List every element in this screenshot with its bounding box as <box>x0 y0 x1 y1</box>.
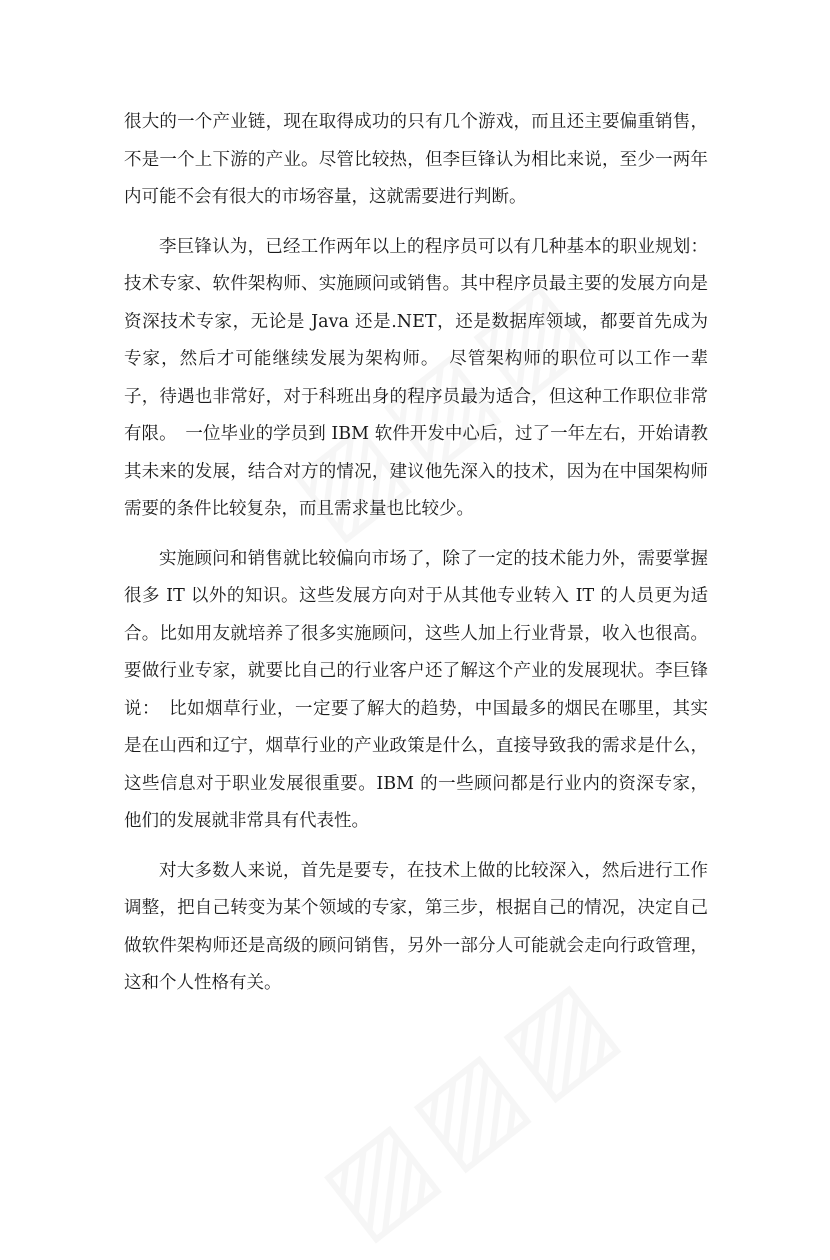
paragraph-2: 李巨锋认为，已经工作两年以上的程序员可以有几种基本的职业规划：技术专家、软件架构师、实施顾问或销售。其中程序员最主要的发展方向是资深技术专家，无论是 Java 还是.NET，还是数据库领域，都要首先成为专家，然后才可能继续发展为架构师。 尽管架构师的职位可以工作一辈子，待遇也非常好，对于科班出身的程序员最为适合，但这种工作职位非常有限。 一位毕业的学员到 IBM 软件开发中心后，过了一年左右，开始请教其未来的发展，结合对方的情况，建议他先深入的技术，因为在中国架构师需要的条件比较复杂，而且需求量也比较少。 <box>124 236 708 519</box>
paragraph-1: 很大的一个产业链，现在取得成功的只有几个游戏，而且还主要偏重销售，不是一个上下游的产业。尽管比较热，但李巨锋认为相比来说，至少一两年内可能不会有很大的市场容量，这就需要进行判断。 <box>124 112 708 207</box>
paragraph-4: 对大多数人来说，首先是要专，在技术上做的比较深入，然后进行工作调整，把自己转变为某个领域的专家，第三步，根据自己的情况，决定自己做软件架构师还是高级的顾问销售，另外一部分人可能就会走向行政管理，这和个人性格有关。 <box>124 860 708 993</box>
document-body <box>124 104 708 1015</box>
paragraph-3: 实施顾问和销售就比较偏向市场了，除了一定的技术能力外，需要掌握很多 IT 以外的知识。这些发展方向对于从其他专业转入 IT 的人员更为适合。比如用友就培养了很多实施顾问，这些人加上行业背景，收入也很高。要做行业专家，就要比自己的行业客户还了解这个产业的发展现状。李巨锋说： 比如烟草行业，一定要了解大的趋势，中国最多的烟民在哪里，其实是在山西和辽宁，烟草行业的产业政策是什么，直接导致我的需求是什么，这些信息对于职业发展很重要。IBM 的一些顾问都是行业内的资深专家，他们的发展就非常具有代表性。 <box>124 548 708 831</box>
